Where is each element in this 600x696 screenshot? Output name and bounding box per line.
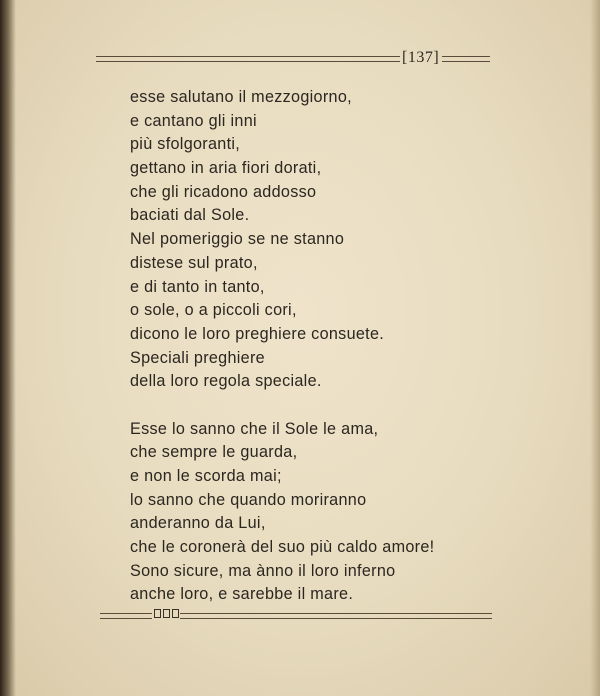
page-edge-shadow	[590, 0, 600, 696]
poem-line: e cantano gli inni	[130, 111, 257, 130]
poem-line: distese sul prato,	[130, 253, 258, 272]
poem-line: e non le scorda mai;	[130, 467, 282, 485]
poem-line: Speciali preghiere	[130, 348, 265, 367]
ornament-box	[163, 609, 170, 618]
footer-rule-right	[180, 613, 492, 619]
poem-line: anche loro, e sarebbe il mare.	[130, 585, 354, 604]
poem-line: lo sanno che quando moriranno	[130, 490, 367, 509]
poem-line: Sono sicure, ma ànno il loro inferno	[130, 561, 396, 580]
poem-line: gettano in aria fiori dorati,	[130, 159, 322, 178]
poem-line: baciati dal Sole.	[130, 206, 250, 225]
page-number: [137]	[402, 49, 440, 66]
ornament-box	[172, 609, 179, 618]
stanza-2	[130, 418, 570, 608]
poem-line: Esse lo sanno che il Sole le ama,	[130, 419, 379, 438]
gutter-shadow	[0, 0, 16, 696]
poem-line: più sfolgoranti,	[130, 135, 241, 154]
stanza-1	[130, 86, 570, 394]
poem-line: e di tanto in tanto,	[130, 277, 265, 296]
poem-line: che sempre le guarda,	[130, 443, 298, 462]
footer-ornament	[154, 609, 179, 618]
ornament-box	[154, 609, 161, 618]
poem-line: dicono le loro preghiere consuete.	[130, 324, 385, 343]
poem-line: che le coronerà del suo più caldo amore!	[130, 538, 435, 557]
header-rule-left	[96, 56, 400, 62]
poem-line: Nel pomeriggio se ne stanno	[130, 230, 345, 249]
poem-line: o sole, o a piccoli cori,	[130, 301, 297, 320]
footer-rule-left	[100, 613, 152, 619]
poem-line: della loro regola speciale.	[130, 372, 322, 391]
poem-text	[130, 86, 570, 607]
poem-line: esse salutano il mezzogiorno,	[130, 88, 352, 106]
header-rule-right	[442, 56, 490, 62]
poem-line: che gli ricadono addosso	[130, 182, 317, 201]
poem-line: anderanno da Lui,	[130, 514, 266, 533]
